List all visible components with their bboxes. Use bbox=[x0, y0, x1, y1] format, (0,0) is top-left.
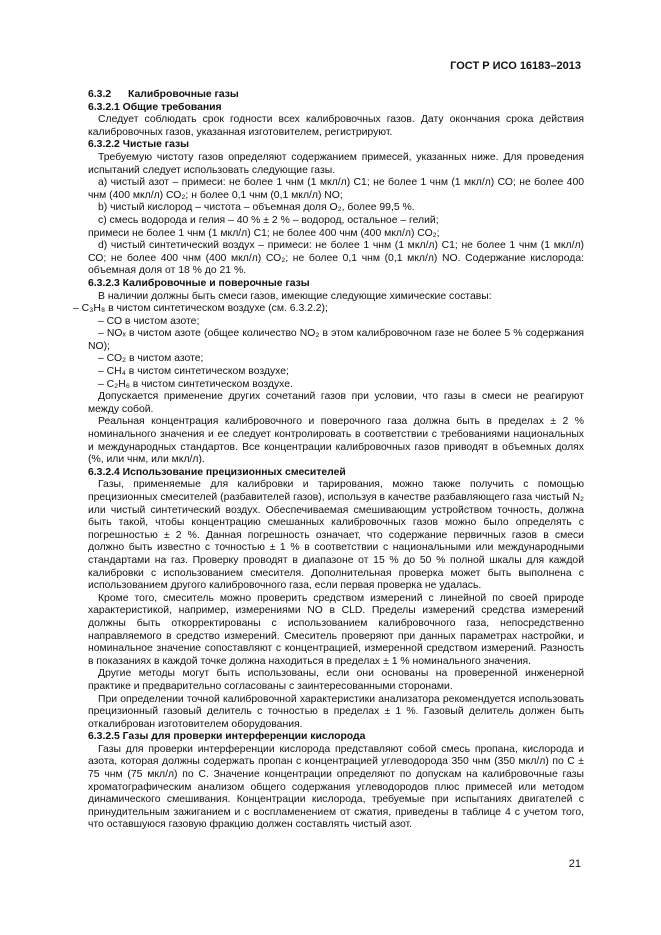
list-item-a: а) чистый азот – примеси: не более 1 чнм (1 мкл/л) С1; не более 1 чнм (1 мкл/л) СО; не более 400 чнм (400 мкл/л) СО₂; н более 0,1 чнм (0,1 мкл/л) NO; bbox=[88, 177, 584, 201]
list-item: – СН₄ в чистом синтетическом воздухе; bbox=[98, 366, 289, 378]
paragraph: Реальная концентрация калибровочного и поверочного газа должна быть в пределах ± 2 % номинального значения и ее следует контролировать в соответствии с требованиями национальных и международных стандартов. Все концентрации калибровочных газов приводят в объемных долях (%, или чнм, или мкл/л). bbox=[88, 416, 584, 466]
section-number: 6.3.2 bbox=[88, 89, 112, 100]
paragraph: При определении точной калибровочной характеристики анализатора рекомендуется использовать прецизионный газовый делитель с точностью в пределах ± 1 %. Газовый делитель должен быть откалиброван изготовителем оборудования. bbox=[88, 693, 584, 730]
list-item: – СО₂ в чистом азоте; bbox=[98, 353, 204, 365]
section-6-3-2-heading bbox=[88, 89, 584, 102]
paragraph: Требуемую чистоту газов определяют содержанием примесей, указанных ниже. Для проведения испытаний следует использовать следующие газы. bbox=[88, 151, 584, 176]
document-body bbox=[73, 89, 584, 832]
list-item-c-continued: примеси не более 1 чнм (1 мкл/л) С1; не более 400 чнм (400 мкл/л) СО₂; bbox=[88, 227, 440, 239]
paragraph: В наличии должны быть смеси газов, имеющие следующие химические составы: bbox=[98, 290, 492, 302]
list-item: – С₂Н₆ в чистом синтетическом воздухе. bbox=[98, 378, 293, 390]
paragraph: Кроме того, смеситель можно проверить средством измерений с линейной по своей природе характеристикой, например, измерениями NO в CLD. Пределы измерений средства измерений должны быть откорректированы с использованием калибровочного газа, непосредственно направляемого в средство измерений. Смеситель проверяют при данных параметрах настройки, и номинальное значение сопоставляют с концентрацией, измеренной средством измерений. Разность в показаниях в каждой точке должна находиться в пределах ± 1 % номинального значения. bbox=[88, 592, 584, 667]
paragraph: Газы, применяемые для калибровки и тарирования, можно также получить с помощью прецизионных смесителей (разбавителей газов), используя в качестве разбавляющего газа чистый N₂ или чистый синтетический воздух. Обеспечиваемая смешивающим устройством точность, должна быть такой, чтобы концентрацию смешанных калибровочных газов можно было определять с погрешностью ± 2 %. Данная погрешность означает, что содержание первичных газов в смеси должно быть известно с точностью ± 1 % в соответствии с национальными или международными стандартами на газ. Проверку проводят в диапазоне от 15 % до 50 % полной шкалы для каждой калибровки с использованием смесителя. Дополнительная проверка может быть выполнена с использованием другого калибровочного газа, если первая проверка не удалась. bbox=[88, 479, 584, 592]
section-6-3-2-5-heading: 6.3.2.5 Газы для проверки интерференции кислорода bbox=[88, 731, 366, 743]
list-item-d: d) чистый синтетический воздух – примеси: не более 1 чнм (1 мкл/л) С1; не более 1 чнм (1 мкл/л) СО; не более 400 чнм (400 мкл/л) СО₂; не более 0,1 чнм (0,1 мкл/л) NO. Содержание кислорода: объемная доля от 18 % до 21 %. bbox=[88, 240, 584, 277]
list-item: – С₃Н₈ в чистом синтетическом воздухе (см. 6.3.2.2); bbox=[73, 303, 328, 315]
page-number: 21 bbox=[568, 858, 581, 870]
list-item-c: с) смесь водорода и гелия – 40 % ± 2 % – водород, остальное – гелий; bbox=[98, 214, 439, 226]
paragraph: Следует соблюдать срок годности всех калибровочных газов. Дату окончания срока действия калибровочных газов, указанная изготовителем, регистрируют. bbox=[88, 114, 584, 138]
section-6-3-2-4-heading: 6.3.2.4 Использование прецизионных смесителей bbox=[88, 466, 346, 478]
paragraph: Допускается применение других сочетаний газов при условии, что газы в смеси не реагируют между собой. bbox=[88, 391, 584, 415]
paragraph: Газы для проверки интерференции кислорода представляют собой смесь пропана, кислорода и азота, которая должны содержать пропан с концентрацией углеводорода 350 чнм (350 мкл/л) по С ± 75 чнм (75 мкл/л) по С. Значение концентрации определяют по допускам на калибровочные газы хроматографическим анализом общего содержания углеводородов плюс примесей или методом динамического смешивания. Концентрации кислорода, требуемые при испытаниях двигателей с принудительным зажиганием и с воспламенением от сжатия, приведены в таблице 4 с учетом того, что оставшуюся газовую фракцию должен составлять чистый азот. bbox=[88, 743, 584, 831]
section-title: Калибровочные газы bbox=[128, 89, 239, 100]
list-item: – NOₓ в чистом азоте (общее количество NO₂ в этом калибровочном газе не более 5 % содержания NO); bbox=[88, 328, 584, 352]
list-item-b: b) чистый кислород – чистота – объемная доля О₂, более 99,5 %. bbox=[98, 202, 415, 214]
section-6-3-2-3-heading: 6.3.2.3 Калибровочные и поверочные газы bbox=[88, 277, 310, 289]
section-6-3-2-1-heading: 6.3.2.1 Общие требования bbox=[88, 101, 222, 113]
section-6-3-2-2-heading: 6.3.2.2 Чистые газы bbox=[88, 139, 190, 151]
paragraph: Другие методы могут быть использованы, если они основаны на проверенной инженерной практике и предварительно согласованы с заинтересованными сторонами. bbox=[88, 668, 584, 692]
document-header: ГОСТ Р ИСО 16183–2013 bbox=[450, 60, 581, 72]
list-item: – СО в чистом азоте; bbox=[98, 315, 200, 327]
